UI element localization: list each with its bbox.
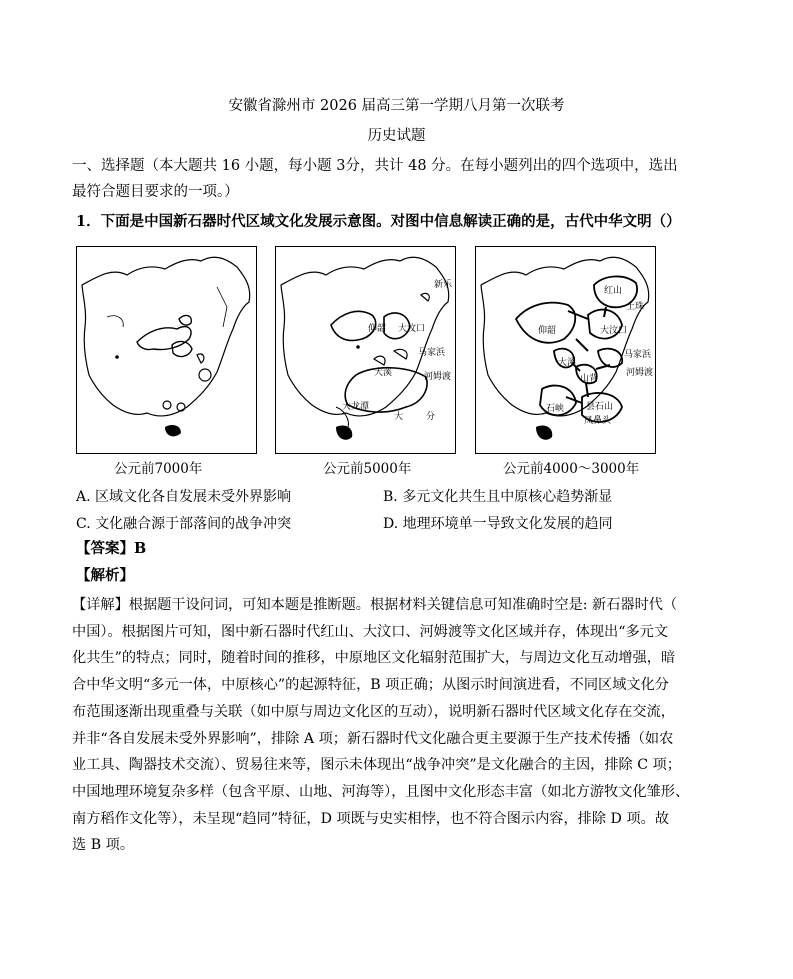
map-4000-3000bc-label-tanshishan: 昙石山 — [586, 402, 614, 412]
map-4000-3000bc-label-tuzhu: 土珠 — [626, 302, 645, 312]
map-5000bc-label-majiabang: 马家浜 — [418, 348, 446, 358]
detail-line: 布范围逐渐出现重叠与关联（如中原与周边文化区的互动），说明新石器时代区域文化存在交流， — [72, 703, 675, 720]
option-c[interactable]: C. 文化融合源于部落间的战争冲突 — [76, 516, 292, 532]
map-4000-3000bc-outline — [476, 247, 656, 454]
detail-paragraph — [72, 592, 732, 859]
map-5000bc-label-dawenkou: 大汶口 — [398, 324, 426, 334]
option-d[interactable]: D. 地理环境单一导致文化发展的趋同 — [383, 516, 613, 532]
map-4000-3000bc-label-yangshao: 仰韶 — [538, 326, 557, 336]
option-b[interactable]: B. 多元文化共生且中原核心趋势渐显 — [383, 489, 613, 505]
option-a[interactable]: A. 区域文化各自发展未受外界影响 — [76, 489, 292, 505]
map-4000-3000bc-label-fengbitou: 凤鼻头 — [584, 416, 612, 426]
detail-line: 中国）。根据图片可知，图中新石器时代红山、大汶口、河姆渡等文化区域并存，体现出“多元文 — [72, 623, 669, 640]
map-4000-3000bc-label-hemudu: 河姆渡 — [626, 368, 654, 378]
page-subtitle: 历史试题 — [367, 128, 426, 144]
map-5000bc-label-hemudu: 河姆渡 — [424, 372, 452, 382]
map-7000bc-outline — [77, 247, 257, 454]
map-4000-3000bc-label-shixia: 石峡 — [546, 404, 565, 414]
map-5000bc-label-daxi: 大溪 — [374, 368, 393, 378]
map-7000bc-caption: 公元前7000年 — [114, 461, 203, 477]
map-7000bc — [76, 246, 257, 454]
map-4000-3000bc-caption: 公元前4000～3000年 — [503, 461, 640, 477]
detail-line: 化共生”的特点；同时，随着时间的推移，中原地区文化辐射范围扩大，与周边文化互动增强，暗 — [72, 650, 676, 667]
map-5000bc-label-dalongtan: 大龙潭 — [342, 402, 370, 412]
map-4000-3000bc-label-shanbei: 山背 — [580, 374, 599, 384]
map-5000bc-label-xinle: 新乐 — [434, 280, 453, 290]
question-stem: 1．下面是中国新石器时代区域文化发展示意图。对图中信息解读正确的是，古代中华文明（） — [76, 213, 681, 230]
map-5000bc — [275, 246, 456, 454]
map-5000bc-label-da: 大 — [394, 412, 404, 422]
answer-line: 【答案】B — [76, 540, 147, 557]
section-heading-line2: 最符合题目要求的一项。） — [72, 184, 239, 200]
section-heading-line1: 一、选择题（本大题共 16 小题，每小题 3分，共计 48 分。在每小题列出的四个选项中，选出 — [72, 158, 678, 174]
map-5000bc-label-yangshao: 仰韶 — [368, 324, 387, 334]
map-4000-3000bc-label-daxi: 大溪 — [558, 358, 577, 368]
map-4000-3000bc-label-hongshan: 红山 — [604, 286, 623, 296]
analysis-heading: 【解析】 — [76, 567, 134, 584]
detail-line: 业工具、陶器技术交流）、贸易往来等，图示未体现出“战争冲突”是文化融合的主因，排除 C 项； — [72, 757, 681, 774]
detail-line: 【详解】根据题干设问词，可知本题是推断题。根据材料关键信息可知准确时空是: 新石器时代（ — [72, 597, 678, 613]
map-5000bc-caption: 公元前5000年 — [323, 461, 412, 477]
map-4000-3000bc-label-dawenkou: 大汶口 — [600, 326, 628, 336]
detail-line: 并非“各自发展未受外界影响”，排除 A 项；新石器时代文化融合更主要源于生产技术传播（如农 — [72, 730, 674, 747]
map-5000bc-outline — [276, 247, 456, 454]
map-4000-3000bc-label-majiabang: 马家浜 — [624, 350, 652, 360]
detail-line: 中国地理环境复杂多样（包含平原、山地、河海等），且图中文化形态丰富（如北方游牧文化雏形、 — [72, 783, 690, 800]
page-title: 安徽省滁州市 2026 届高三第一学期八月第一次联考 — [228, 98, 565, 114]
detail-line: 南方稻作文化等），未呈现“趋同”特征，D 项既与史实相悖，也不符合图示内容，排除 D 项。故 — [72, 810, 670, 827]
detail-line: 选 B 项。 — [72, 837, 135, 854]
map-5000bc-label-fen: 分 — [426, 412, 436, 422]
map-4000-3000bc — [475, 246, 656, 454]
detail-line: 合中华文明“多元一体，中原核心”的起源特征，B 项正确；从图示时间演进看，不同区域文化分 — [72, 677, 669, 694]
